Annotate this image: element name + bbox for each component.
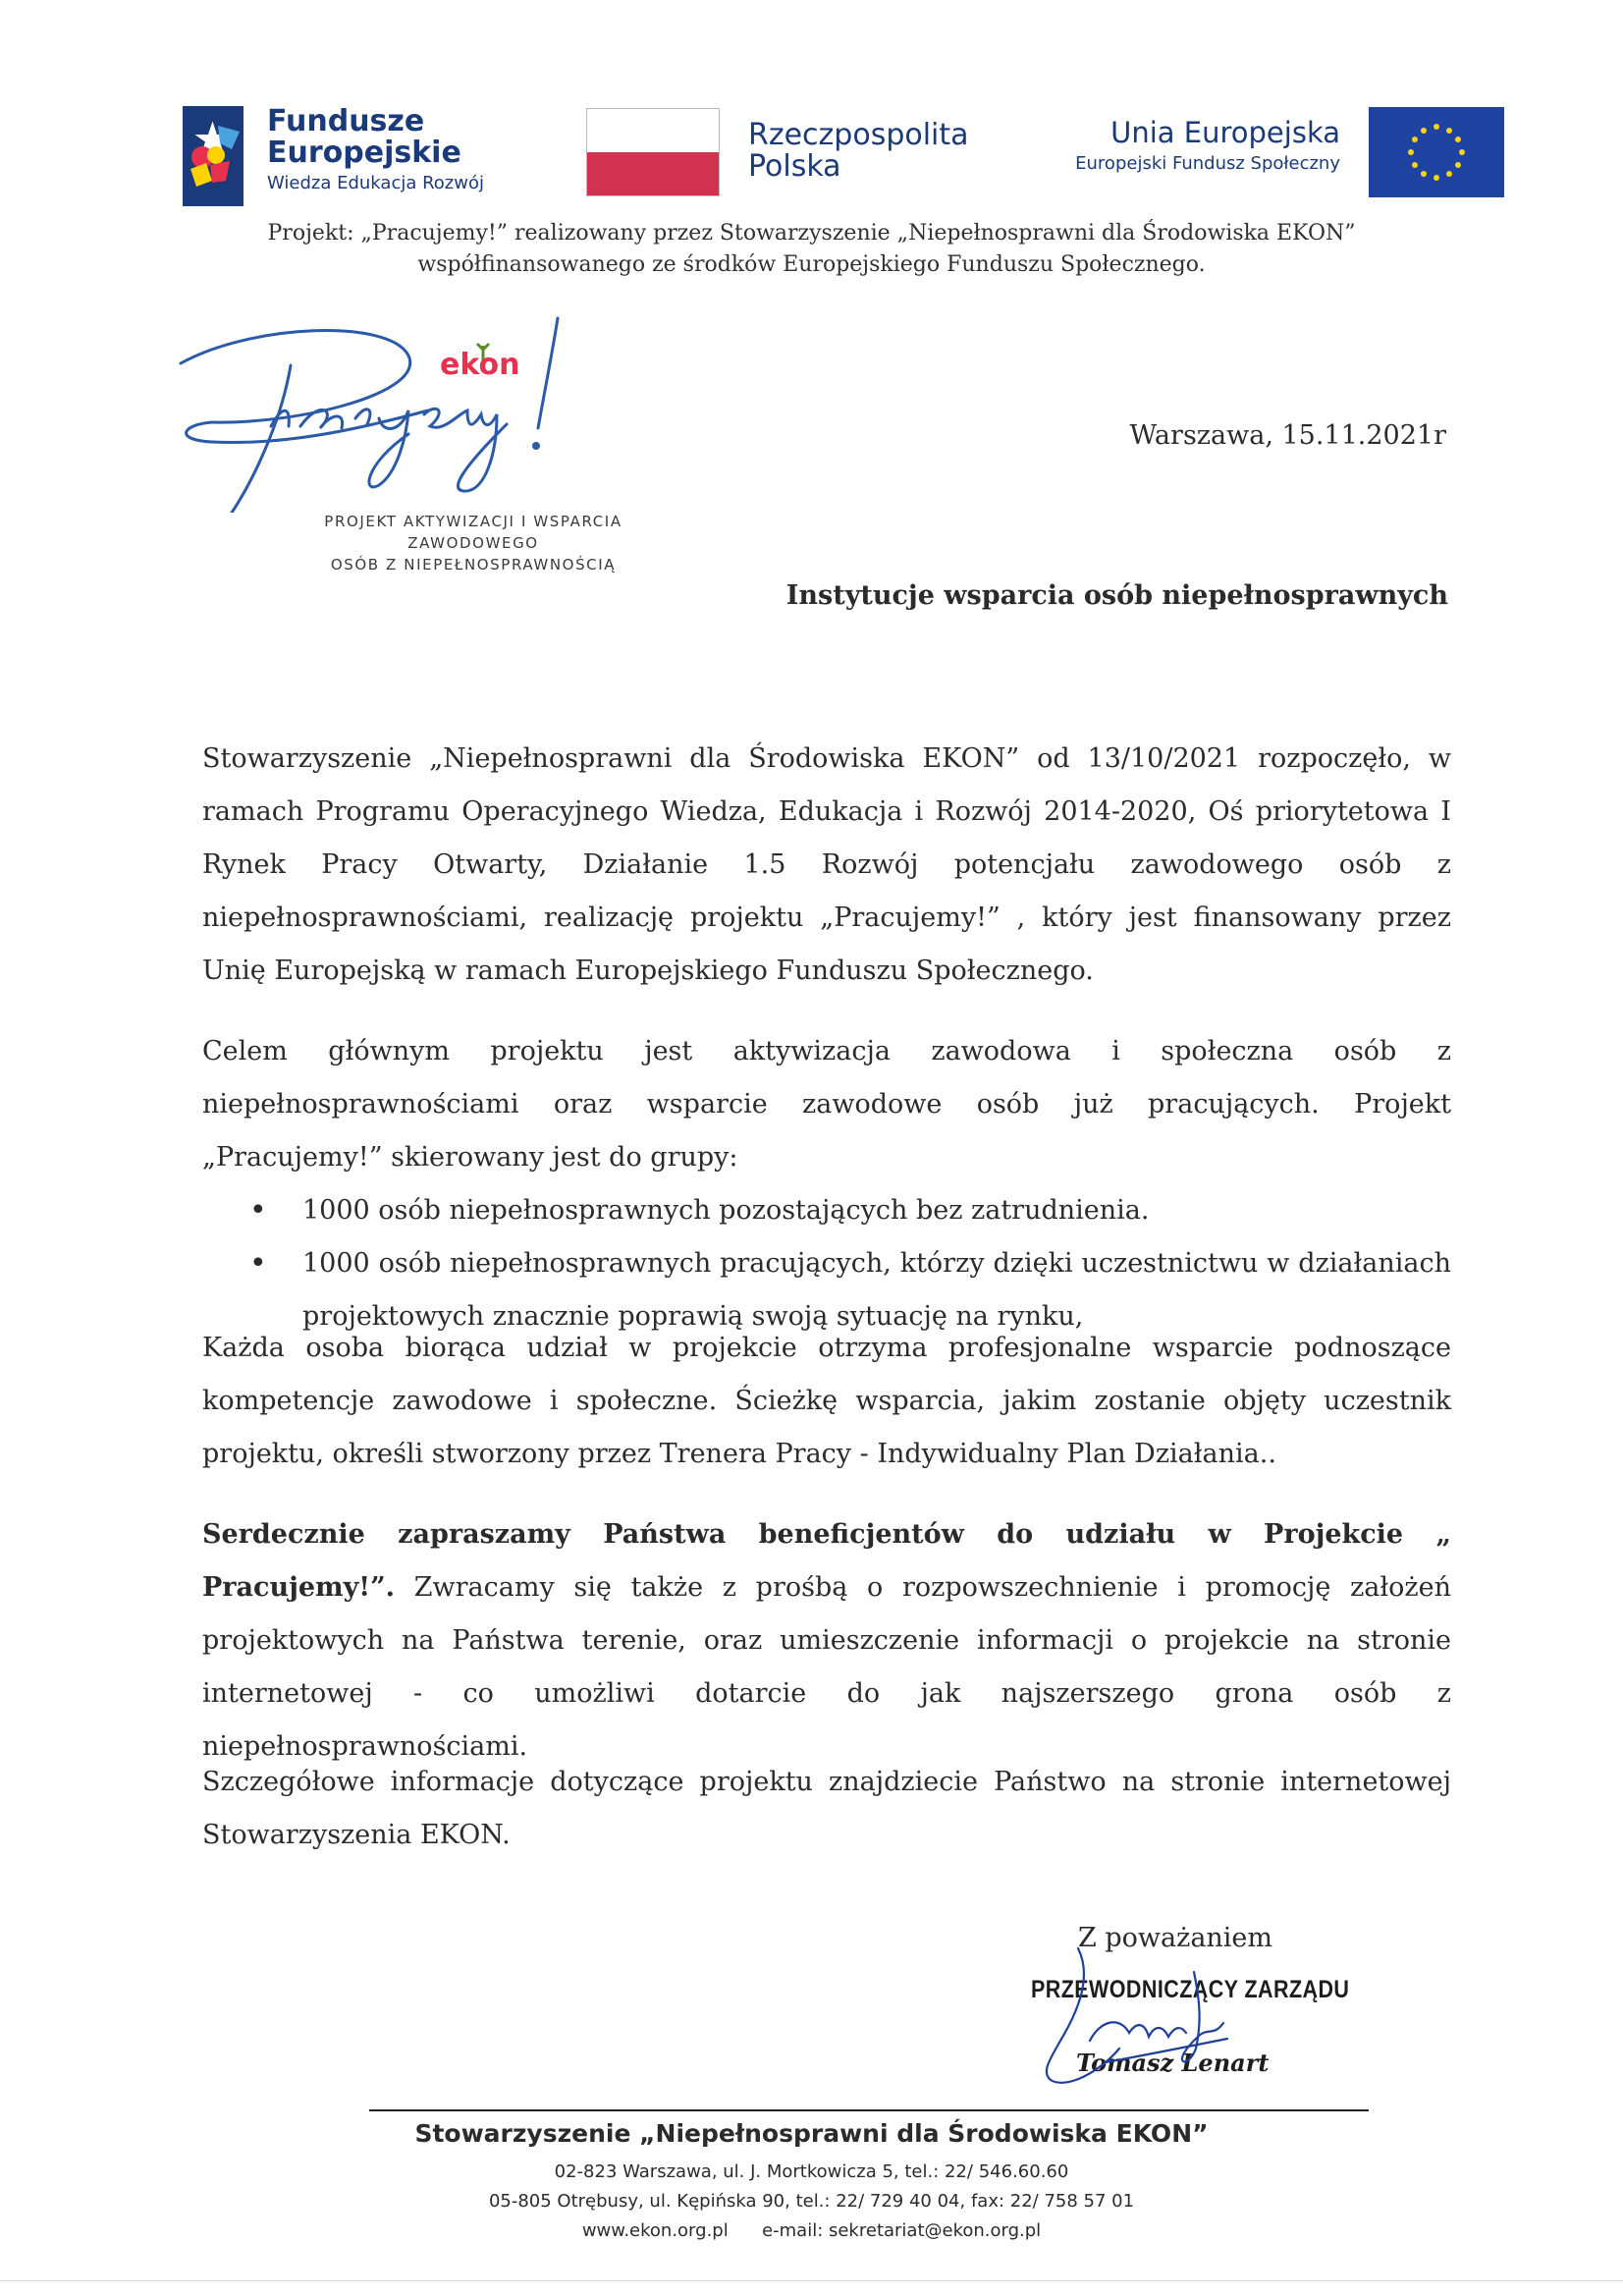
footer-website[interactable]: www.ekon.org.pl <box>581 2220 729 2241</box>
letter-date: Warszawa, 15.11.2021r <box>1129 420 1446 451</box>
polish-flag-icon <box>586 108 720 196</box>
closing-text: Z poważaniem <box>1078 1923 1273 1953</box>
footer-address-1: 02-823 Warszawa, ul. J. Mortkowicza 5, tel.: 22/ 546.60.60 <box>554 2161 1069 2182</box>
fundusze-europejskie-emblem-icon <box>183 106 247 206</box>
paragraph-4 <box>202 1508 1451 1774</box>
ekon-brand <box>440 348 519 382</box>
fundusze-line1: Fundusze <box>267 104 425 138</box>
footer-address-2: 05-805 Otrębusy, ul. Kępińska 90, tel.: 22/ 729 40 04, fax: 22/ 758 57 01 <box>488 2191 1135 2212</box>
list-item: • 1000 osób niepełnosprawnych pracujących, którzy dzięki uczestnictwu w działaniach projektowych znacznie poprawią swoją sytuację na rynku, <box>202 1237 1451 1343</box>
paragraph-3 <box>202 1322 1451 1481</box>
rzeczpospolita-text <box>748 120 969 183</box>
rzeczpospolita-line1: Rzeczpospolita <box>748 118 969 152</box>
pracujemy-caption <box>263 511 683 575</box>
unia-title: Unia Europejska <box>1110 116 1340 149</box>
stamp-title: PRZEWODNICZĄCY ZARZĄDU <box>1031 1976 1350 2003</box>
pracujemy-logo <box>173 316 683 574</box>
fundusze-line3: Wiedza Edukacja Rozwój <box>267 173 484 193</box>
rzeczpospolita-line2: Polska <box>748 149 841 184</box>
pracujemy-script-text <box>350 407 355 408</box>
paragraph-5 <box>202 1756 1451 1862</box>
paragraph-5-text: Szczegółowe informacje dotyczące projektu znajdziecie Państwo na stronie internetowej Stowarzyszenia EKON. <box>202 1767 1451 1850</box>
list-item: • 1000 osób niepełnosprawnych pozostających bez zatrudnienia. <box>202 1184 1451 1237</box>
invitation-text: Serdecznie zapraszamy Państwa beneficjentów do udziału w Projekcie „ Pracujemy!”. <box>202 1519 1451 1603</box>
project-info-line1: Projekt: „Pracujemy!” realizowany przez Stowarzyszenie „Niepełnosprawni dla Środowiska EKON” <box>267 221 1356 246</box>
paragraph-1-text: Stowarzyszenie „Niepełnosprawni dla Środowiska EKON” od 13/10/2021 rozpoczęło, w ramach Programu Operacyjnego Wiedza, Edukacja i Rozwój 2014-2020, Oś priorytetowa I Rynek Pracy Otwarty, Działanie 1.5 Rozwój potencjału zawodowego osób z niepełnosprawnościami, realizację projektu „Pracujemy!” , który jest finansowany przez Unię Europejską w ramach Europejskiego Funduszu Społecznego. <box>202 743 1451 986</box>
paragraph-1 <box>202 733 1451 998</box>
paragraph-2 <box>202 1025 1451 1343</box>
handwritten-signature-icon <box>1021 1942 1296 2100</box>
fundusze-line2: Europejskie <box>267 136 461 170</box>
project-info-line2: współfinansowanego ze środków Europejskiego Funduszu Społecznego. <box>417 252 1206 277</box>
fundusze-text <box>267 106 484 193</box>
caption-line1: PROJEKT AKTYWIZACJI I WSPARCIA ZAWODOWEGO <box>324 513 622 552</box>
unia-subtitle: Europejski Fundusz Społeczny <box>1075 153 1340 174</box>
eu-flag-icon <box>1369 107 1504 197</box>
paragraph-2-text: Celem głównym projektu jest aktywizacja zawodowa i społeczna osób z niepełnosprawnościami oraz wsparcie zawodowe osób już pracujących. Projekt „Pracujemy!” skierowany jest do grupy: <box>202 1036 1451 1173</box>
footer-email[interactable]: e-mail: sekretariat@ekon.org.pl <box>762 2220 1042 2241</box>
footer-divider <box>369 2109 1369 2111</box>
footer-organization: Stowarzyszenie „Niepełnosprawni dla Środowiska EKON” <box>414 2119 1209 2148</box>
letter-recipient: Instytucje wsparcia osób niepełnosprawnych <box>785 580 1448 611</box>
caption-line2: OSÓB Z NIEPEŁNOSPRAWNOŚCIĄ <box>330 556 617 574</box>
footer-contact <box>0 2217 1623 2245</box>
fundusze-europejskie-logo <box>183 106 536 209</box>
ekon-brand-text: ekon <box>440 348 520 382</box>
paragraph-3-text: Każda osoba biorąca udział w projekcie otrzyma profesjonalne wsparcie podnoszące kompetencje zawodowe i społeczne. Ścieżkę wsparcia, jakim zostanie objęty uczestnik projektu, określi stworzony przez Trenera Pracy - Indywidualny Plan Działania.. <box>202 1333 1451 1469</box>
pracujemy-script-icon <box>173 316 683 513</box>
target-group-list <box>202 1184 1451 1343</box>
stamp-name: Tomasz Lenart <box>1076 2049 1270 2077</box>
paragraph-4-text: Zwracamy się także z prośbą o rozpowszechnienie i promocję założeń projektowych na Państwa terenie, oraz umieszczenie informacji o projekcie na stronie internetowej - co umożliwi dotarcie do jak najszerszego grona osób z niepełnosprawnościami. <box>202 1572 1451 1762</box>
scan-edge-line <box>0 2280 1623 2281</box>
unia-europejska-text <box>1075 116 1340 174</box>
